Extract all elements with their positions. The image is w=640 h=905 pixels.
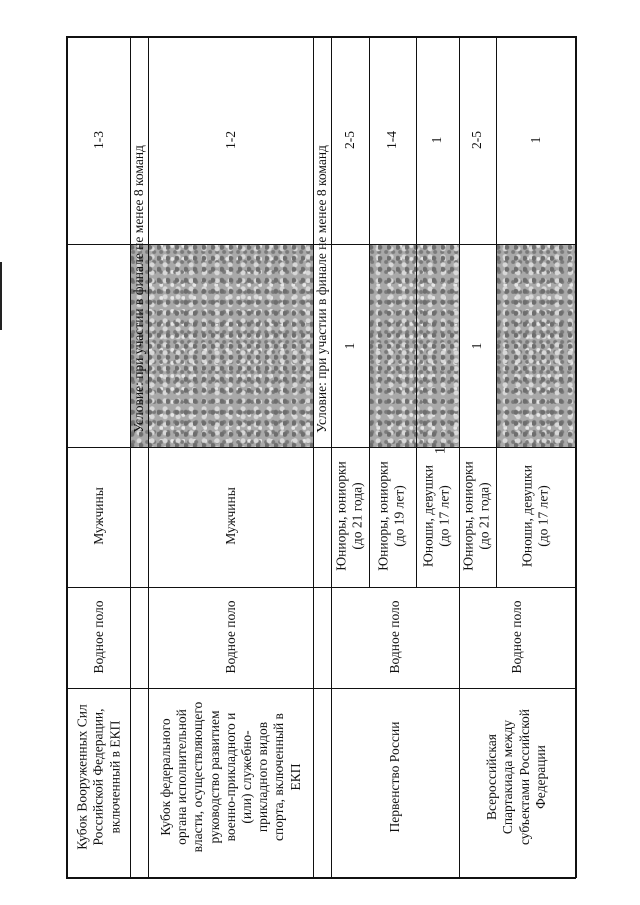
shaded-cell — [496, 244, 576, 447]
range-cell: 2-5 — [341, 131, 357, 149]
scan-mark — [0, 262, 2, 330]
shaded-cell — [369, 244, 459, 447]
discipline-cell: Водное поло — [222, 600, 238, 674]
competition-cell: Всероссийская Спартакиада между субъектами Российской Федерации — [484, 708, 549, 846]
discipline-cell: Водное поло — [90, 600, 106, 674]
shaded-cell — [130, 244, 313, 447]
competition-cell: Кубок федерального органа исполнительной власти, осуществляющего руководство развитием военно-прикладного и (или) служебно- прикладного видов спорта, включенный в ЕКП — [158, 701, 303, 853]
place-cell: 1 — [341, 342, 357, 350]
group-cell: Юниоры, юниорки (до 19 лет) — [375, 461, 407, 571]
range-cell: 1-2 — [222, 131, 238, 149]
range-cell: 1 — [428, 136, 444, 144]
range-cell: 1-4 — [383, 131, 399, 149]
condition-note: Условие: при участии в финале не менее 8 команд — [131, 145, 146, 433]
range-cell: 2-5 — [468, 131, 484, 149]
group-cell: Юноши, девушки (до 17 лет) — [420, 465, 452, 567]
discipline-cell: Водное поло — [508, 600, 524, 674]
discipline-cell: Водное поло — [386, 600, 402, 674]
range-cell: 1-3 — [90, 131, 106, 149]
group-cell: Юниоры, юниорки (до 21 года) — [460, 461, 492, 571]
condition-note: Условие: при участии в финале не менее 8 команд — [314, 145, 329, 433]
competition-cell: Первенство России — [386, 721, 402, 833]
competition-cell: Кубок Вооруженных Сил Российской Федерации, включенный в ЕКП — [74, 704, 123, 850]
range-cell: 1 — [527, 136, 543, 144]
group-cell: Юниоры, юниорки (до 21 года) — [333, 461, 365, 571]
group-cell: Юноши, девушки (до 17 лет) — [519, 465, 551, 567]
group-cell: Мужчины — [222, 487, 238, 545]
group-cell: Мужчины — [90, 487, 106, 545]
place-cell: 1 — [468, 342, 484, 350]
